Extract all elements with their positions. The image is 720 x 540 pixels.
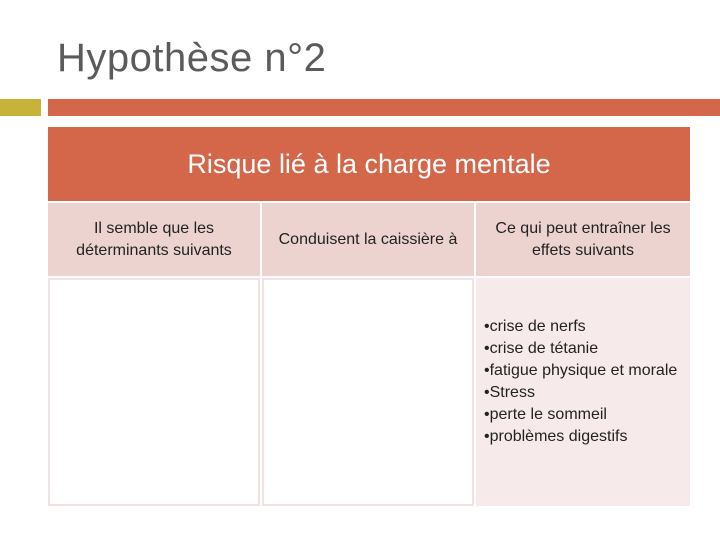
- list-item: •perte le sommeil: [484, 406, 607, 423]
- column-header-effects: Ce qui peut entraîner les effets suivants: [476, 203, 690, 276]
- effects-cell: [476, 278, 690, 506]
- accent-bar: [48, 99, 720, 116]
- list-item: •fatigue physique et morale: [484, 362, 678, 379]
- column-header-determinants: Il semble que les déterminants suivants: [48, 203, 260, 276]
- column-header-consequences: Conduisent la caissière à: [262, 203, 474, 276]
- list-item: •Stress: [484, 384, 535, 401]
- list-item: •crise de tétanie: [484, 340, 599, 357]
- list-item: •problèmes digestifs: [484, 428, 628, 445]
- risk-table: [48, 127, 690, 506]
- table-header: Risque lié à la charge mentale: [48, 127, 690, 201]
- accent-square: [0, 99, 41, 116]
- determinants-cell: [48, 278, 260, 506]
- slide-title: Hypothèse n°2: [57, 36, 327, 80]
- list-item: •crise de nerfs: [484, 318, 586, 335]
- consequences-cell: [262, 278, 474, 506]
- effects-list: [476, 278, 690, 448]
